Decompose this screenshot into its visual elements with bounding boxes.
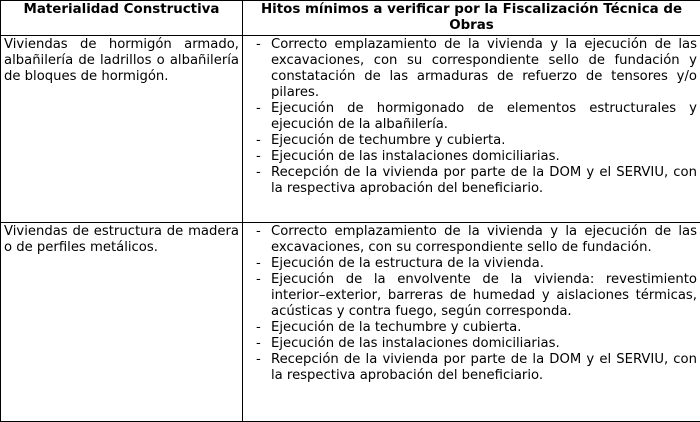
list-item: [246, 320, 697, 336]
list-item: [246, 101, 697, 133]
dash-bullet-icon: -: [256, 165, 261, 181]
materialidad-text: Viviendas de estructura de madera o de perfiles metálicos.: [4, 224, 239, 256]
dash-bullet-icon: -: [256, 256, 261, 272]
hito-text: Ejecución de las instalaciones domiciliarias.: [271, 149, 560, 164]
header-hitos: Hitos mínimos a verificar por la Fiscalización Técnica de Obras: [243, 1, 700, 36]
list-item: [246, 133, 697, 149]
hitos-cell: [243, 223, 700, 422]
hito-text: Ejecución de las instalaciones domiciliarias.: [271, 336, 560, 351]
hito-text: Ejecución de techumbre y cubierta.: [271, 133, 505, 148]
dash-bullet-icon: -: [256, 149, 261, 165]
hito-text: Ejecución de hormigonado de elementos estructurales y ejecución de la albañilería.: [271, 101, 697, 132]
table-row: [1, 223, 700, 422]
hitos-list: [246, 37, 697, 197]
dash-bullet-icon: -: [256, 352, 261, 368]
hito-text: Ejecución de la techumbre y cubierta.: [271, 320, 521, 335]
table-row: [1, 36, 700, 223]
hito-text: Correcto emplazamiento de la vivienda y la ejecución de las excavaciones, con su correspondiente sello de fundación y constatación de las armaduras de refuerzo de tensores y/o pilares.: [271, 37, 697, 100]
dash-bullet-icon: -: [256, 224, 261, 240]
hitos-list: [246, 224, 697, 384]
dash-bullet-icon: -: [256, 320, 261, 336]
list-item: [246, 224, 697, 256]
table-header-row: [1, 1, 700, 36]
hito-text: Recepción de la vivienda por parte de la DOM y el SERVIU, con la respectiva aprobación del beneficiario.: [271, 352, 697, 383]
list-item: [246, 256, 697, 272]
dash-bullet-icon: -: [256, 37, 261, 53]
list-item: [246, 272, 697, 320]
hito-text: Correcto emplazamiento de la vivienda y la ejecución de las excavaciones, con su correspondiente sello de fundación.: [271, 224, 697, 255]
header-materialidad: Materialidad Constructiva: [1, 1, 243, 36]
list-item: [246, 336, 697, 352]
dash-bullet-icon: -: [256, 336, 261, 352]
materialidad-cell: [1, 36, 243, 223]
dash-bullet-icon: -: [256, 133, 261, 149]
list-item: [246, 165, 697, 197]
list-item: [246, 37, 697, 101]
list-item: [246, 149, 697, 165]
materialidad-text: Viviendas de hormigón armado, albañilería de ladrillos o albañilería de bloques de hormigón.: [4, 37, 239, 85]
list-item: [246, 352, 697, 384]
hito-text: Recepción de la vivienda por parte de la DOM y el SERVIU, con la respectiva aprobación del beneficiario.: [271, 165, 697, 196]
dash-bullet-icon: -: [256, 101, 261, 117]
materialidad-cell: [1, 223, 243, 422]
hito-text: Ejecución de la estructura de la vivienda.: [271, 256, 544, 271]
dash-bullet-icon: -: [256, 272, 261, 288]
hito-text: Ejecución de la envolvente de la vivienda: revestimiento interior–exterior, barreras de humedad y aislaciones térmicas, acústicas y contra fuego, según corresponda.: [271, 272, 697, 319]
hitos-cell: [243, 36, 700, 223]
